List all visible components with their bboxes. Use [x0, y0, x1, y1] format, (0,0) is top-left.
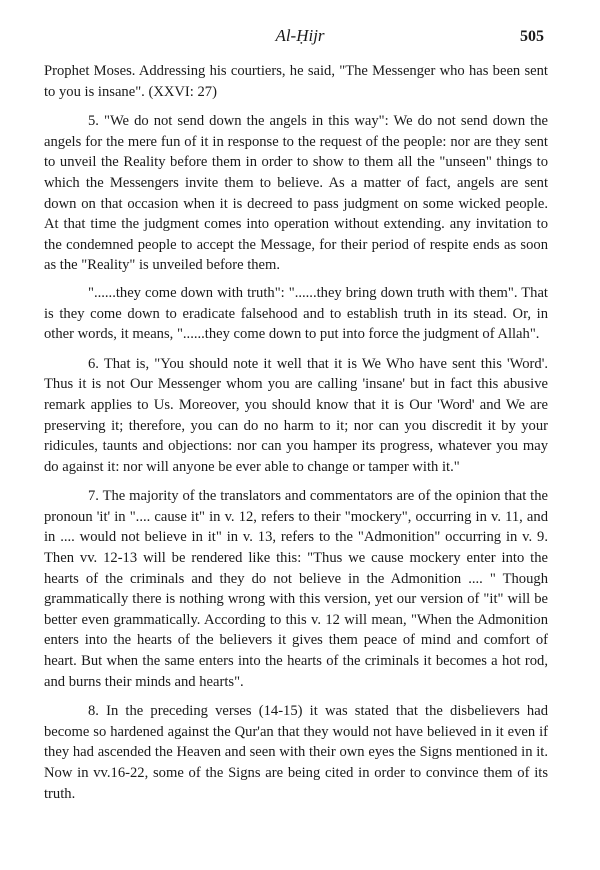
note-6-paragraph: 6. That is, "You should note it well that it is We Who have sent this 'Word'. Thus it is not Our Messenger whom you are calling 'insane' but in fact this abusive remark applies to Us. Moreover, you should know that it is Our 'Word' and We are preserving it; therefore, you can do no harm to it; nor can you discredit it by your ridicules, taunts and objections: nor can you hamper its progress, whatever you may do against it: nor will anyone be ever able to change or tamper with it." — [44, 355, 548, 475]
page-number: 505 — [520, 28, 544, 45]
body-text — [44, 61, 548, 804]
running-title: Al-Ḥijr — [275, 26, 325, 45]
note-7-paragraph: 7. The majority of the translators and commentators are of the opinion that the pronoun 'it' in ".... cause it" in v. 12, refers to their "mockery", occurring in v. 11, and in .... would not believe in it" in v. 13, refers to the "Admonition" occurring in v. 9. Then vv. 12-13 will be rendered like this: "Thus we cause mockery enter into the hearts of the criminals and they do not believe in the Admonition .... " Though grammatically there is nothing wrong with this version, yet our version of "it" will be better even grammatically. According to this v. 12 will mean, "When the Admonition enters into the hearts of the believers it gives them peace of mind and comfort of heart. But when the same enters into the hearts of the criminals it becomes a hot rod, and burns their minds and hearts". — [44, 488, 548, 690]
note-8-paragraph: 8. In the preceding verses (14-15) it was stated that the disbelievers had become so hardened against the Qur'an that they would not have believed in it even if they had ascended the Heaven and seen with their own eyes the Signs mentioned in it. Now in vv.16-22, some of the Signs are being cited in order to convince them of its truth. — [44, 703, 548, 802]
paragraph-continuation: Prophet Moses. Addressing his courtiers, he said, "The Messenger who has been sent to you is insane". (XXVI: 27) — [44, 63, 548, 100]
note-5-continuation-paragraph: "......they come down with truth": "......they bring down truth with them". That is they come down to eradicate falsehood and to establish truth in its stead. Or, in other words, it means, "......they come down to put into force the judgment of Allah". — [44, 284, 548, 343]
note-5-paragraph: 5. "We do not send down the angels in this way": We do not send down the angels for the mere fun of it in response to the request of the people: nor are they sent to unveil the Reality before them in order to show to them all the "unseen" things to which the Messengers invite them to believe. As a matter of fact, angels are sent down on that occasion when it is decreed to pass judgment on some wicked people. At that time the judgment comes into operation without extending. any invitation to the condemned people to accept the Message, for their period of respite ends as soon as the "Reality" is unveiled before them. — [44, 113, 548, 274]
page-header — [0, 26, 600, 50]
